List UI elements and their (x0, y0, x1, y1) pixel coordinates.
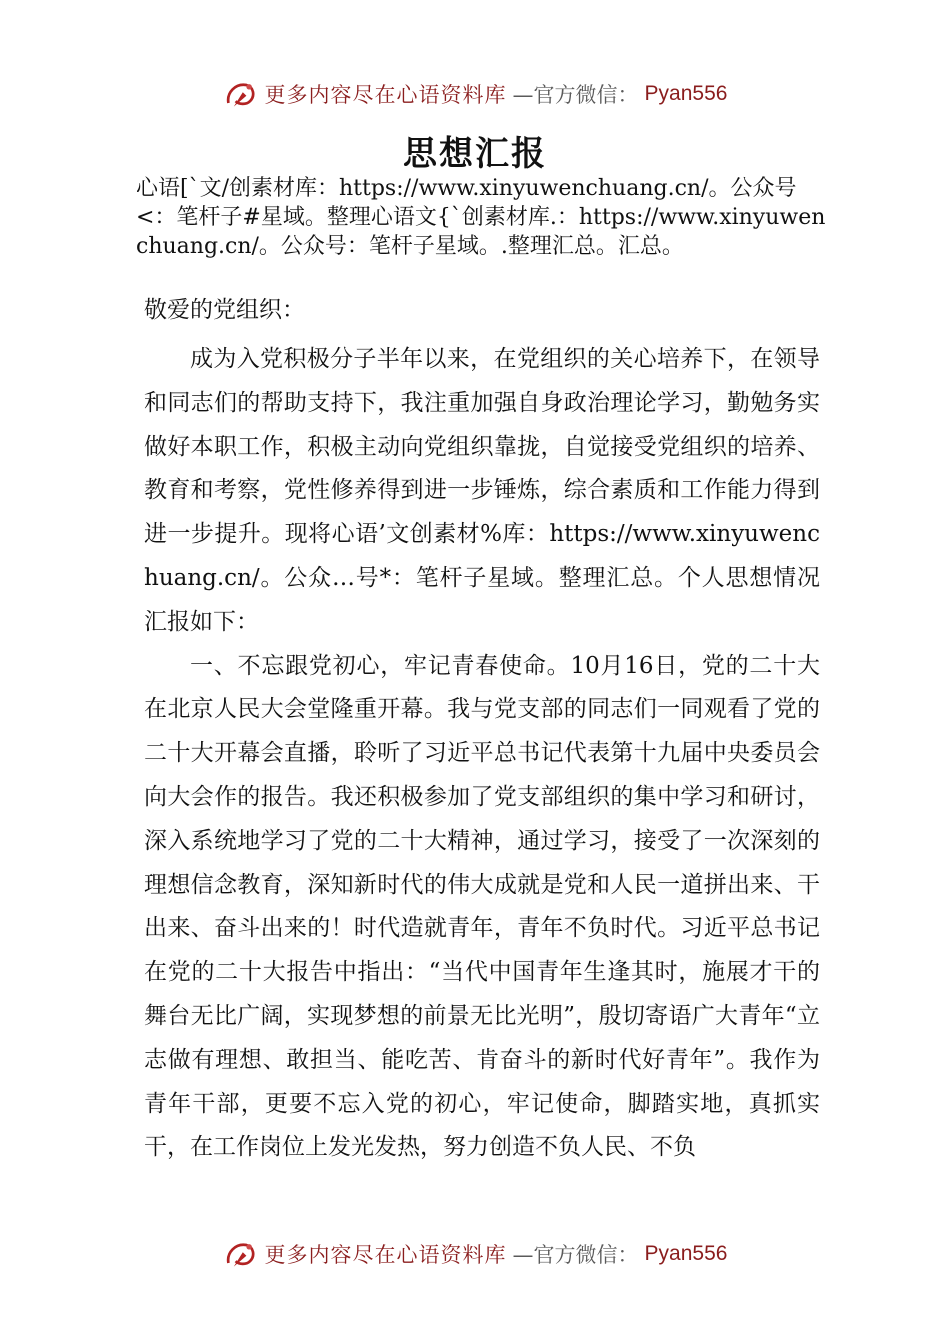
watermark-wechat-label: —官方微信： (512, 1243, 639, 1267)
watermark-wechat-id: Pyan556 (644, 82, 728, 105)
body-paragraph: 成为入党积极分子半年以来，在党组织的关心培养下，在领导和同志们的帮助支持下，我注重加强自身政治理论学习，勤勉务实做好本职工作，积极主动向党组织靠拢，自觉接受党组织的培养、教育和考察，党性修养得到进一步锤炼，综合素质和工作能力得到进一步提升。现将心语’文创素材%库：https://www.xinyuwenchuang.cn/。公众…号*：笔杆子星域。整理汇总。个人思想情况汇报如下： (144, 346, 820, 635)
source-note: 心语[`文/创素材库：https://www.xinyuwenchuang.cn/。公众号<：笔杆子#星域。整理心语文{`创素材库.：https://www.xinyuwenchuang.cn/。公众号：笔杆子星域。.整理汇总。汇总。 (136, 176, 826, 259)
watermark-wechat-id: Pyan556 (644, 1242, 728, 1265)
salutation: 敬爱的党组织： (144, 297, 305, 323)
document-body (144, 338, 820, 1170)
watermark-wechat-label: —官方微信： (512, 83, 639, 107)
pen-nib-logo-icon (223, 76, 259, 112)
page-title: 思想汇报 (403, 134, 547, 174)
footer-watermark (0, 1234, 950, 1274)
pen-nib-logo-icon (223, 1236, 259, 1272)
body-paragraph: 一、不忘跟党初心，牢记青春使命。10月16日，党的二十大在北京人民大会堂隆重开幕。我与党支部的同志们一同观看了党的二十大开幕会直播，聆听了习近平总书记代表第十九届中央委员会向大会作的报告。我还积极参加了党支部组织的集中学习和研讨，深入系统地学习了党的二十大精神，通过学习，接受了一次深刻的理想信念教育，深知新时代的伟大成就是党和人民一道拼出来、干出来、奋斗出来的！时代造就青年，青年不负时代。习近平总书记在党的二十大报告中指出：“当代中国青年生逢其时，施展才干的舞台无比广阔，实现梦想的前景无比光明”，殷切寄语广大青年“立志做有理想、敢担当、能吃苦、肯奋斗的新时代好青年”。我作为青年干部，更要不忘入党的初心，牢记使命，脚踏实地，真抓实干，在工作岗位上发光发热，努力创造不负人民、不负 (144, 652, 820, 1161)
watermark-text: 更多内容尽在心语资料库 (264, 83, 507, 107)
header-watermark (0, 74, 950, 114)
watermark-text: 更多内容尽在心语资料库 (264, 1243, 507, 1267)
